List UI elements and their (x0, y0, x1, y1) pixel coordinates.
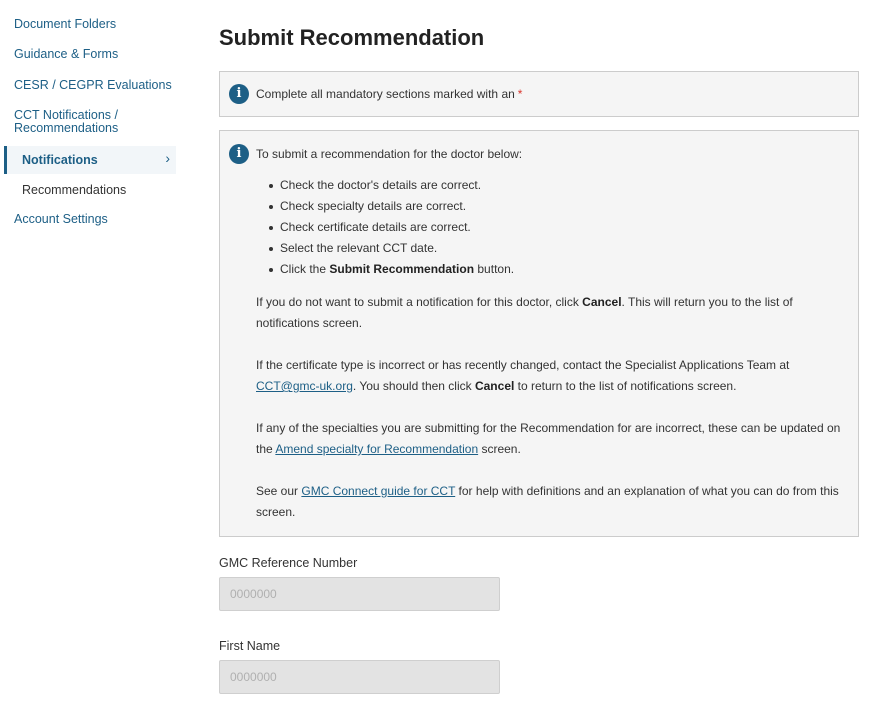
info-icon: i (229, 144, 249, 164)
first-name-field[interactable] (219, 660, 500, 694)
sidebar-item-cesr-cegpr[interactable]: CESR / CEGPR Evaluations (14, 78, 172, 92)
chevron-right-icon: › (165, 150, 170, 166)
certificate-paragraph: If the certificate type is incorrect or has recently changed, contact the Specialist Applications Team at CCT@gmc-uk.org. You should then click Cancel to return to the list of notifications screen. (256, 358, 790, 393)
gmc-reference-label: GMC Reference Number (219, 556, 358, 570)
sidebar-item-notifications[interactable] (4, 146, 176, 174)
list-item: Click the Submit Recommendation button. (256, 259, 848, 280)
gmc-reference-field[interactable] (219, 577, 500, 611)
sidebar-item-account-settings[interactable]: Account Settings (14, 212, 108, 226)
cct-guide-link[interactable]: GMC Connect guide for CCT (301, 484, 456, 498)
amend-specialty-link[interactable]: Amend specialty for Recommendation (275, 442, 479, 456)
page-title: Submit Recommendation (219, 25, 485, 50)
list-item: Check certificate details are correct. (256, 217, 848, 238)
email-link[interactable]: CCT@gmc-uk.org (256, 379, 353, 393)
sidebar-item-cct-notifications[interactable]: CCT Notifications / Recommendations (14, 108, 119, 135)
specialty-paragraph: If any of the specialties you are submitting for the Recommendation for are incorrect, these can be updated on the Amend specialty for Recommendation screen. (256, 421, 841, 456)
sidebar-item-label: Notifications (22, 153, 98, 167)
instructions-panel (219, 130, 859, 537)
mandatory-notice (219, 71, 859, 117)
cancel-paragraph: If you do not want to submit a notification for this doctor, click Cancel. This will return you to the list of notifications screen. (256, 295, 793, 330)
required-star-icon: * (517, 87, 523, 101)
guide-paragraph: See our GMC Connect guide for CCT for help with definitions and an explanation of what you can do from this screen. (256, 484, 839, 519)
instructions-steps (256, 175, 848, 280)
list-item: Select the relevant CCT date. (256, 238, 848, 259)
info-icon: i (229, 84, 249, 104)
first-name-label: First Name (219, 639, 281, 653)
list-item: Check the doctor's details are correct. (256, 175, 848, 196)
sidebar-item-document-folders[interactable]: Document Folders (14, 17, 117, 31)
instructions-intro: To submit a recommendation for the doctor below: (256, 147, 523, 161)
mandatory-notice-text: Complete all mandatory sections marked with an (256, 87, 515, 101)
sidebar-item-guidance-forms[interactable]: Guidance & Forms (14, 47, 119, 61)
sidebar-item-recommendations[interactable]: Recommendations (22, 183, 127, 197)
list-item: Check specialty details are correct. (256, 196, 848, 217)
